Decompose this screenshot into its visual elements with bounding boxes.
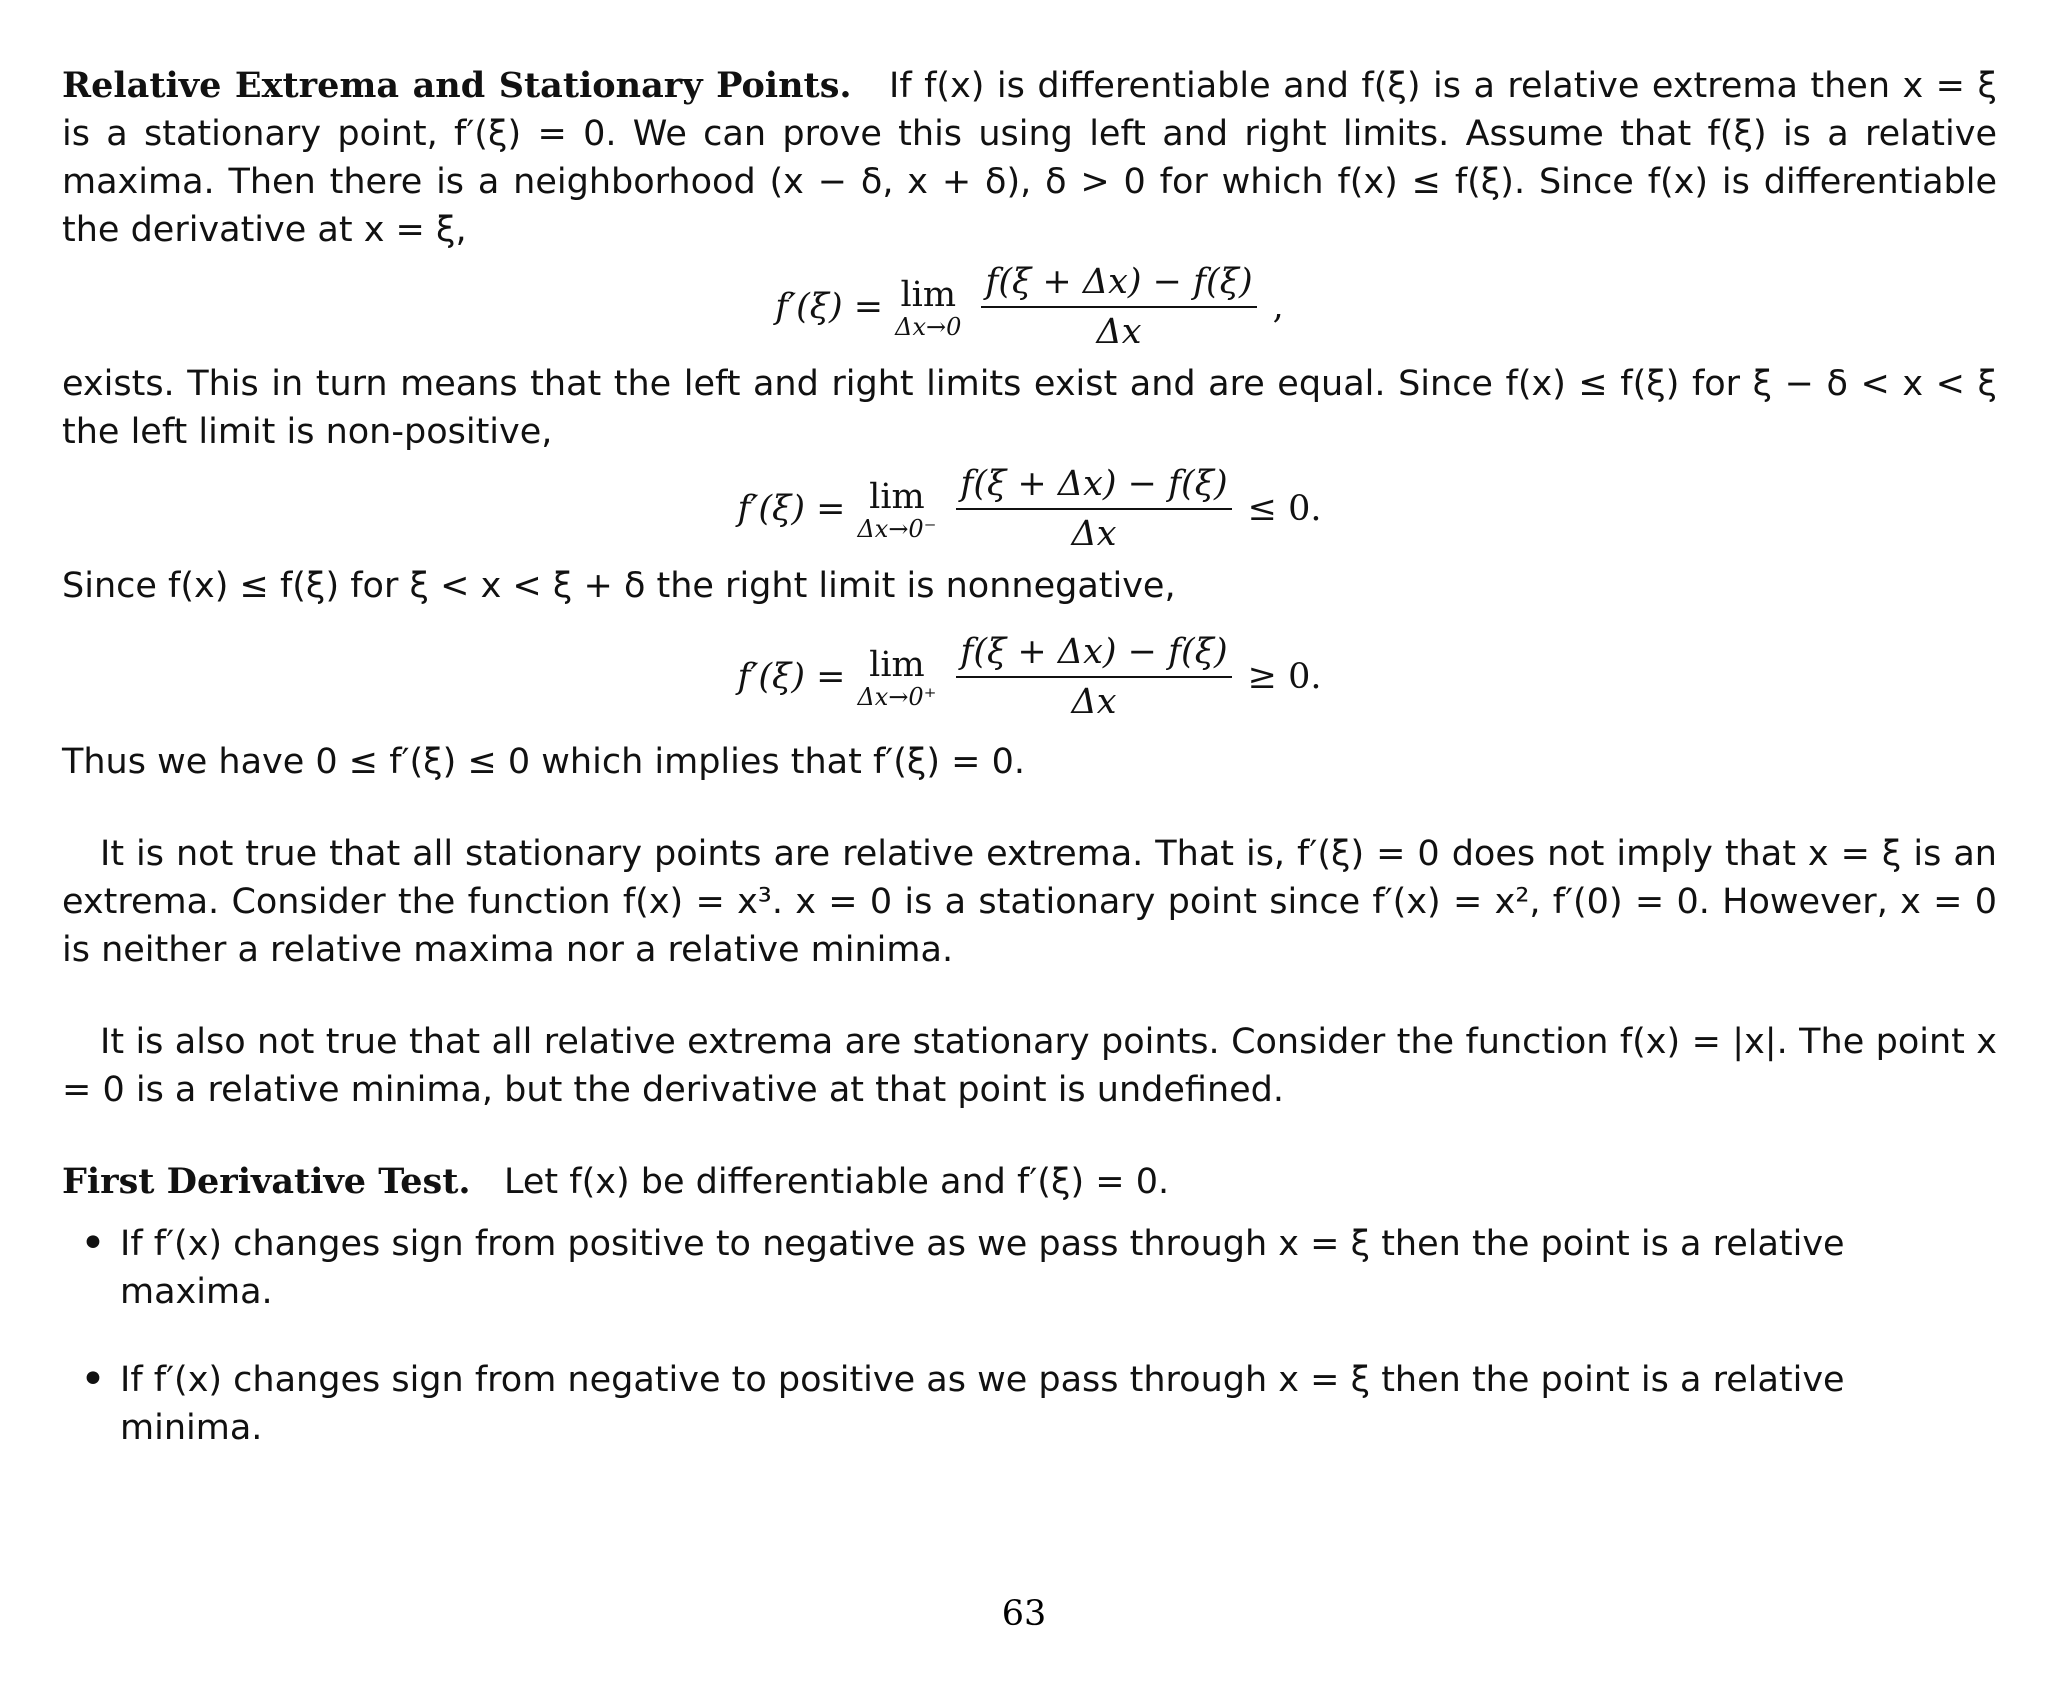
equation-lhs: f′(ξ) = xyxy=(775,287,884,327)
section-heading-relative-extrema: Relative Extrema and Stationary Points. xyxy=(62,65,852,106)
list-item: • If f′(x) changes sign from negative to positive as we pass through x = ξ then the point is a relative minima. xyxy=(120,1356,1997,1452)
paragraph-relative-extrema xyxy=(62,62,1997,254)
paragraph-extrema-not-stationary: It is also not true that all relative extrema are stationary points. Consider the function f(x) = |x|. The point x = 0 is a relative minima, but the derivative at that point is undefined. xyxy=(62,1022,1997,1110)
fraction-denominator: Δx xyxy=(1071,514,1117,554)
limit-operator xyxy=(895,275,961,339)
limit-label: lim xyxy=(869,645,925,685)
fraction-denominator: Δx xyxy=(1096,312,1142,352)
fraction-numerator: f(ξ + Δx) − f(ξ) xyxy=(956,630,1231,678)
fraction xyxy=(981,260,1256,354)
paragraph-first-derivative-test xyxy=(62,1158,1997,1206)
paragraph-conclusion: Thus we have 0 ≤ f′(ξ) ≤ 0 which implies that f′(ξ) = 0. xyxy=(62,742,1026,782)
limit-subscript: Δx→0 xyxy=(895,313,962,341)
limit-label: lim xyxy=(900,275,957,315)
fraction-denominator: Δx xyxy=(1071,682,1117,722)
paragraph-text: If f(x) is differentiable and f(ξ) is a relative extrema then x = ξ is a stationary point, f′(ξ) = 0. We can prove this using left and right limits. Assume that f(ξ) is a relative maxima. Then there is a neighborhood (x − δ, x + δ), δ > 0 for which f(x) ≤ f(ξ). Since f(x) is differentiable the derivative at x = ξ, xyxy=(62,66,1997,250)
paragraph-stationary-not-extrema: It is not true that all stationary points are relative extrema. That is, f′(ξ) = 0 does not imply that x = ξ is an extrema. Consider the function f(x) = x³. x = 0 is a stationary point since f′(x) = x², f′(0) = 0. However, x = 0 is neither a relative maxima nor a relative minima. xyxy=(62,834,1997,970)
fraction xyxy=(956,462,1231,556)
fraction-numerator: f(ξ + Δx) − f(ξ) xyxy=(956,462,1231,510)
fraction xyxy=(956,630,1231,724)
limit-subscript: Δx→0⁻ xyxy=(857,515,937,543)
section-heading-first-derivative-test: First Derivative Test. xyxy=(62,1161,471,1202)
limit-subscript: Δx→0⁺ xyxy=(857,683,937,711)
page-number: 63 xyxy=(1001,1594,1047,1634)
paragraph-text: Let f(x) be differentiable and f′(ξ) = 0. xyxy=(504,1162,1170,1202)
equation-tail: ≥ 0. xyxy=(1247,657,1322,697)
bullet-list xyxy=(62,1220,1997,1452)
limit-operator xyxy=(857,477,936,541)
equation-right-limit xyxy=(62,630,1997,724)
paragraph-right-limit: Since f(x) ≤ f(ξ) for ξ < x < ξ + δ the right limit is nonnegative, xyxy=(62,566,1176,606)
limit-label: lim xyxy=(869,477,925,517)
paragraph-left-limit: exists. This in turn means that the left and right limits exist and are equal. Since f(x) ≤ f(ξ) for ξ − δ < x < ξ the left limit is non-positive, xyxy=(62,364,1998,452)
equation-derivative-limit xyxy=(62,260,1997,354)
equation-lhs: f′(ξ) = xyxy=(737,657,846,697)
fraction-numerator: f(ξ + Δx) − f(ξ) xyxy=(981,260,1256,308)
limit-operator xyxy=(857,645,936,709)
equation-lhs: f′(ξ) = xyxy=(737,489,846,529)
equation-left-limit xyxy=(62,462,1997,556)
spacer xyxy=(62,786,1997,830)
spacer xyxy=(62,1114,1997,1158)
document-body xyxy=(62,62,1997,1492)
spacer xyxy=(62,974,1997,1018)
equation-tail: , xyxy=(1272,287,1284,327)
list-item: • If f′(x) changes sign from positive to negative as we pass through x = ξ then the point is a relative maxima. xyxy=(120,1220,1997,1316)
equation-tail: ≤ 0. xyxy=(1247,489,1322,529)
